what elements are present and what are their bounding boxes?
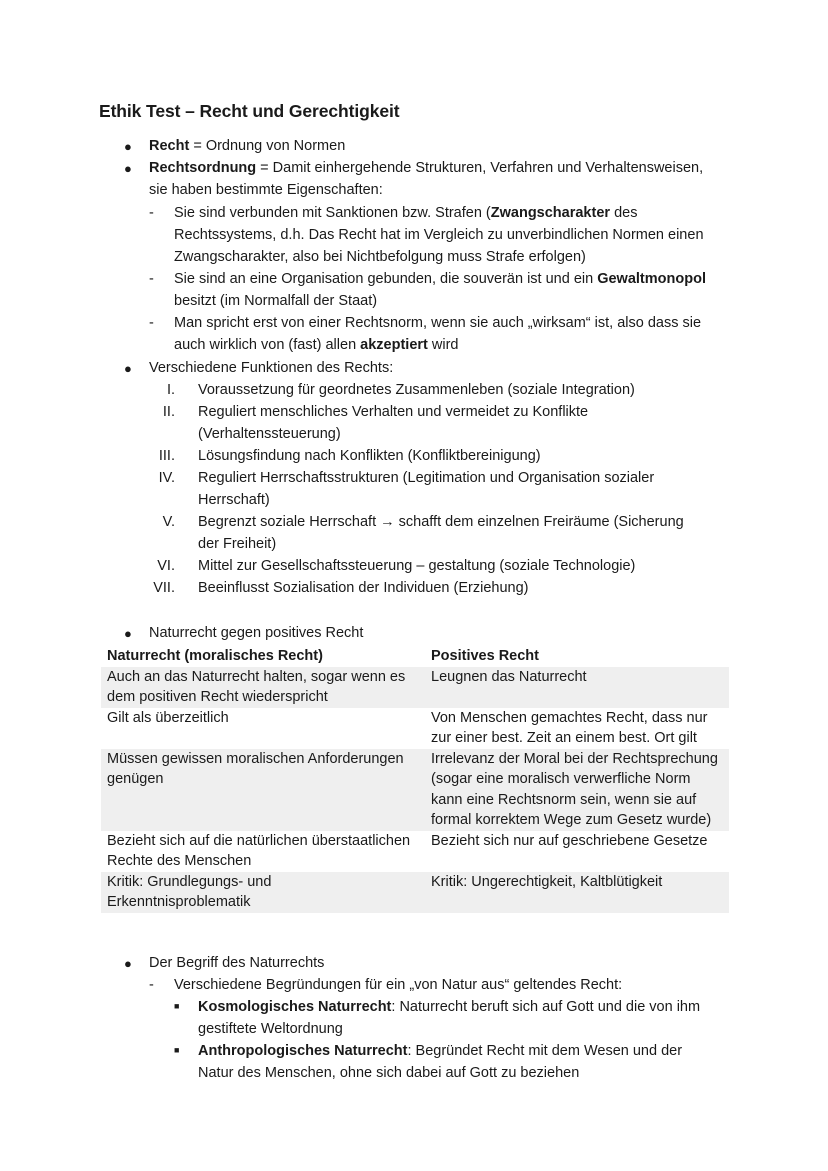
property-sanktionen-line2: Rechtssystems, d.h. Das Recht hat im Vergleich zu unverbindlichen Normen einen bbox=[174, 227, 704, 243]
dash-marker: - bbox=[149, 205, 154, 221]
comparison-heading: Naturrecht gegen positives Recht bbox=[149, 625, 364, 641]
bullet-dot: ● bbox=[124, 161, 132, 176]
table-cell: Bezieht sich auf die natürlichen überstaatlichen Rechte des Menschen bbox=[107, 832, 411, 869]
function-item: Mittel zur Gesellschaftssteuerung – gestaltung (soziale Technologie) bbox=[198, 558, 636, 574]
table-cell: Gilt als überzeitlich bbox=[107, 709, 229, 726]
bullet-dot: ● bbox=[124, 361, 132, 376]
table-cell: Müssen gewissen moralischen Anforderungen genügen bbox=[101, 749, 417, 831]
table-header-positives-recht: Positives Recht bbox=[431, 648, 539, 664]
function-item-cont: (Verhaltenssteuerung) bbox=[198, 426, 341, 442]
table-cell: Auch an das Naturrecht halten, sogar wenn es dem positiven Recht wiederspricht bbox=[101, 667, 417, 708]
table-cell: Irrelevanz der Moral bei der Rechtsprechung (sogar eine moralisch verwerfliche Norm kann eine Rechtsnorm sein, wenn sie auf formal korrektem Wege zum Gesetz wurde) bbox=[417, 749, 729, 831]
comparison-table bbox=[101, 646, 729, 913]
function-item: Lösungsfindung nach Konflikten (Konfliktbereinigung) bbox=[198, 448, 541, 464]
functions-heading: Verschiedene Funktionen des Rechts: bbox=[149, 360, 394, 376]
function-item: Beeinflusst Sozialisation der Individuen (Erziehung) bbox=[198, 580, 529, 596]
table-row bbox=[101, 872, 729, 913]
table-cell: Von Menschen gemachtes Recht, dass nur zur einer best. Zeit an einem best. Ort gilt bbox=[431, 709, 708, 746]
anthropologisches-naturrecht-cont: Natur des Menschen, ohne sich dabei auf Gott zu beziehen bbox=[198, 1065, 580, 1081]
table-row bbox=[101, 749, 729, 831]
property-wirksam: Man spricht erst von einer Rechtsnorm, wenn sie auch „wirksam“ ist, also dass sie bbox=[174, 315, 702, 331]
square-bullet: ■ bbox=[174, 1045, 180, 1055]
begruendungen-line: Verschiedene Begründungen für ein „von Natur aus“ geltendes Recht: bbox=[174, 977, 623, 993]
kosmologisches-naturrecht-cont: gestiftete Weltordnung bbox=[198, 1021, 343, 1037]
function-item: Reguliert menschliches Verhalten und vermeidet zu Konflikte bbox=[198, 404, 589, 420]
roman-numeral: I. bbox=[166, 382, 175, 398]
bullet-dot: ● bbox=[124, 956, 132, 971]
table-row bbox=[101, 708, 729, 749]
property-wirksam-line2: auch wirklich von (fast) allen akzeptiert wird bbox=[174, 337, 459, 353]
property-sanktionen-line3: Zwangscharakter, also bei Nichtbefolgung muss Strafe erfolgen) bbox=[174, 249, 586, 265]
table-row bbox=[101, 667, 729, 708]
function-item-cont: Herrschaft) bbox=[198, 492, 270, 508]
table-row bbox=[101, 831, 729, 872]
roman-numeral: V. bbox=[162, 514, 175, 530]
dash-marker: - bbox=[149, 977, 154, 993]
definition-rechtsordnung-cont: sie haben bestimmte Eigenschaften: bbox=[149, 182, 383, 198]
table-cell: Bezieht sich nur auf geschriebene Gesetze bbox=[431, 832, 708, 849]
function-item: Voraussetzung für geordnetes Zusammenleben (soziale Integration) bbox=[198, 382, 635, 398]
table-cell: Leugnen das Naturrecht bbox=[417, 667, 729, 708]
roman-numeral: III. bbox=[158, 448, 175, 464]
property-organisation: Sie sind an eine Organisation gebunden, die souverän ist und ein Gewaltmonopol bbox=[174, 271, 706, 287]
page-title: Ethik Test – Recht und Gerechtigkeit bbox=[99, 101, 400, 121]
table-cell: Kritik: Ungerechtigkeit, Kaltblütigkeit bbox=[417, 872, 729, 913]
anthropologisches-naturrecht: Anthropologisches Naturrecht: Begründet Recht mit dem Wesen und der bbox=[198, 1043, 683, 1059]
bullet-dot: ● bbox=[124, 626, 132, 641]
kosmologisches-naturrecht: Kosmologisches Naturrecht: Naturrecht beruft sich auf Gott und die von ihm bbox=[198, 999, 701, 1015]
roman-numeral: IV. bbox=[158, 470, 175, 486]
square-bullet: ■ bbox=[174, 1001, 180, 1011]
naturrecht-heading: Der Begriff des Naturrechts bbox=[149, 955, 325, 971]
roman-numeral: VII. bbox=[153, 580, 175, 596]
function-item: Begrenzt soziale Herrschaft → schafft dem einzelnen Freiräume (Sicherung bbox=[198, 514, 684, 530]
roman-numeral: II. bbox=[162, 404, 175, 420]
table-header-naturrecht: Naturrecht (moralisches Recht) bbox=[107, 648, 323, 664]
function-item-cont: der Freiheit) bbox=[198, 536, 277, 552]
table-header-row bbox=[101, 646, 729, 667]
property-organisation-line2: besitzt (im Normalfall der Staat) bbox=[174, 293, 378, 309]
bullet-dot: ● bbox=[124, 139, 132, 154]
property-sanktionen: Sie sind verbunden mit Sanktionen bzw. Strafen (Zwangscharakter des bbox=[174, 205, 638, 221]
table-cell: Kritik: Grundlegungs- und Erkenntnisproblematik bbox=[101, 872, 417, 913]
definition-recht: Recht = Ordnung von Normen bbox=[149, 138, 346, 154]
dash-marker: - bbox=[149, 271, 154, 287]
function-item: Reguliert Herrschaftsstrukturen (Legitimation und Organisation sozialer bbox=[198, 470, 655, 486]
dash-marker: - bbox=[149, 315, 154, 331]
definition-rechtsordnung: Rechtsordnung = Damit einhergehende Strukturen, Verfahren und Verhaltensweisen, bbox=[149, 160, 704, 176]
roman-numeral: VI. bbox=[157, 558, 175, 574]
